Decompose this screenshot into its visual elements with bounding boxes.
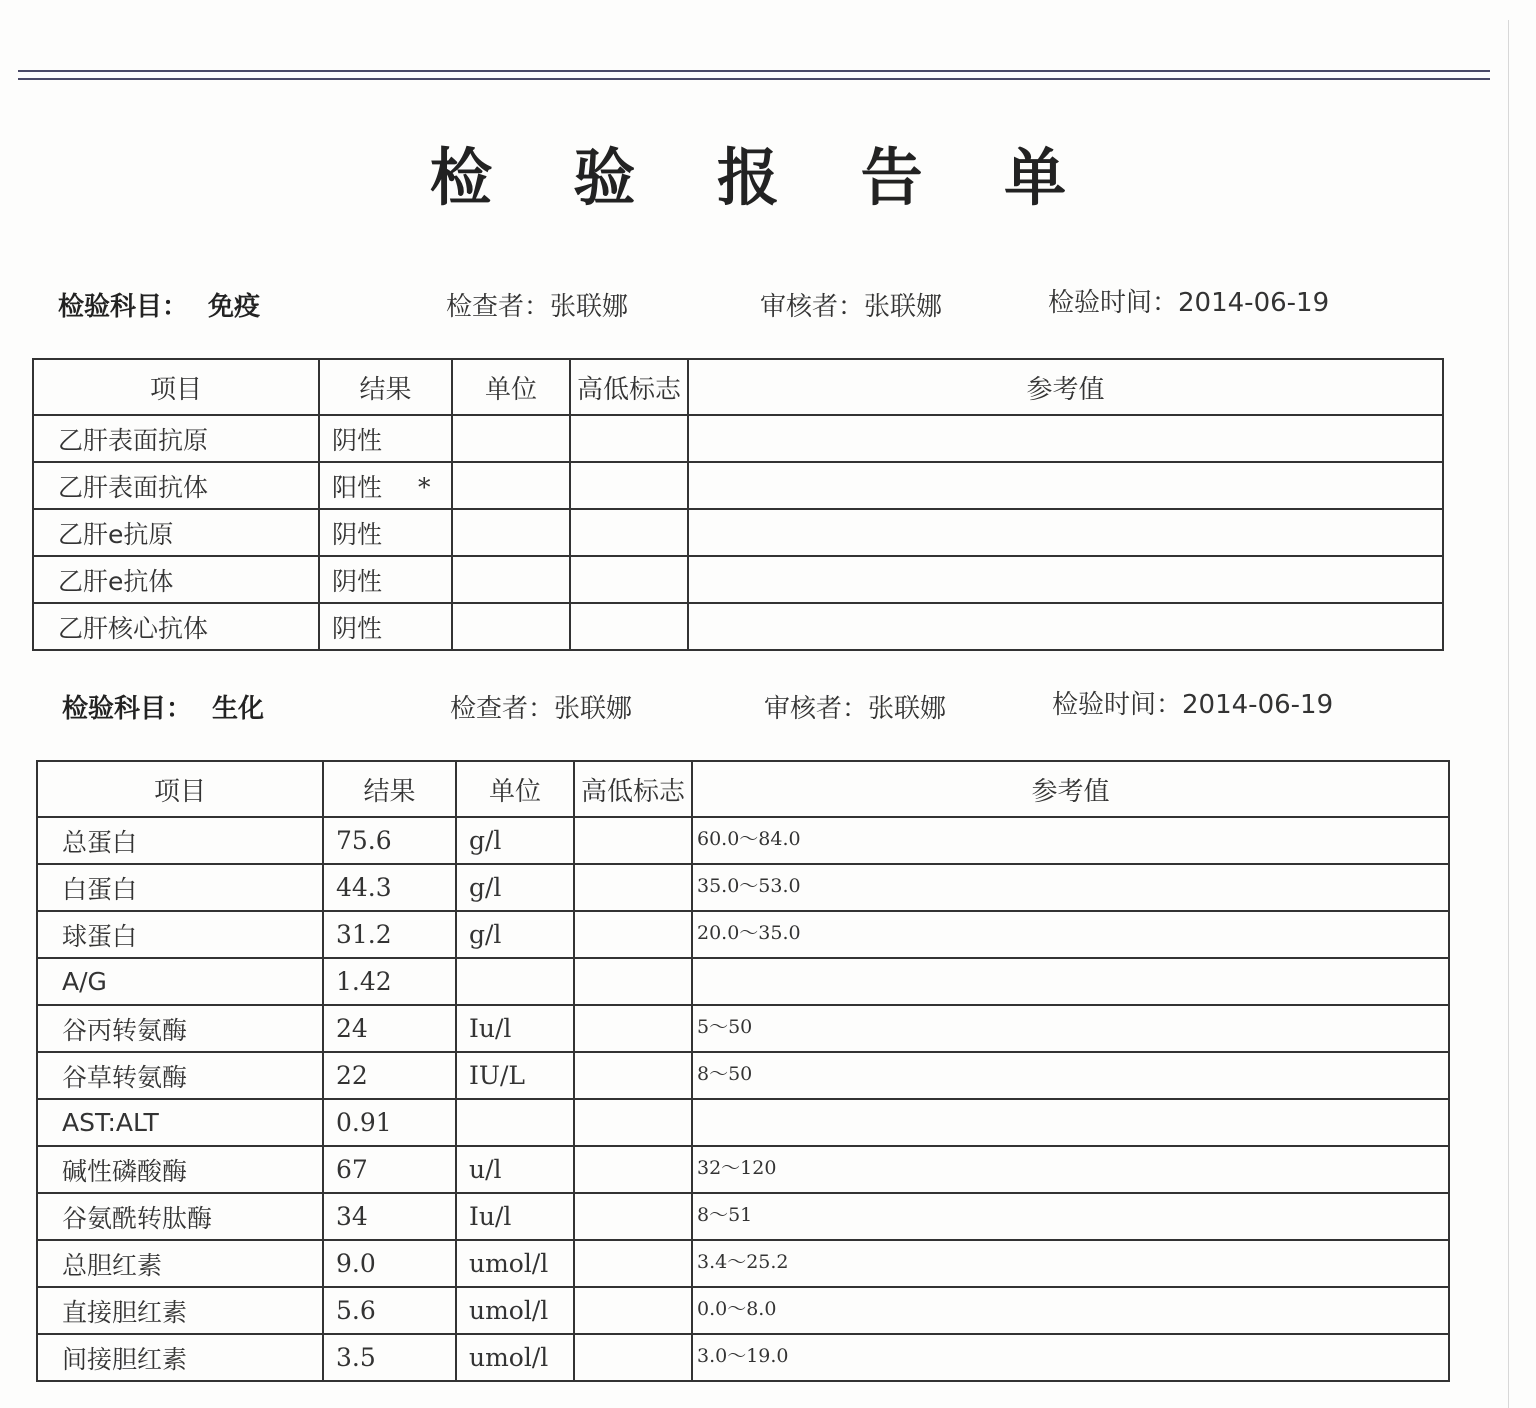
subject-value: 生化 (212, 694, 265, 724)
item-cell: 谷丙转氨酶 (37, 1005, 323, 1052)
table-row (37, 958, 1449, 1005)
table-row (37, 864, 1449, 911)
result-cell: 1.42 (323, 958, 456, 1005)
table-row (33, 556, 1443, 603)
table-row (37, 1005, 1449, 1052)
unit-cell (452, 556, 570, 603)
examiner-label: 检查者： (450, 694, 555, 724)
result-value: 阴性 (332, 566, 383, 596)
subject-label: 检验科目： (58, 292, 189, 322)
table-row (37, 1052, 1449, 1099)
ref-cell: 60.0～84.0 (692, 817, 1449, 864)
table-row (33, 462, 1443, 509)
header-result: 结果 (323, 761, 456, 817)
reviewer-value: 张联娜 (864, 292, 943, 322)
table-header-row (33, 359, 1443, 415)
header-unit: 单位 (452, 359, 570, 415)
unit-cell: u/l (456, 1146, 574, 1193)
reviewer-label: 审核者： (764, 694, 869, 724)
ref-cell (688, 509, 1443, 556)
result-cell: 5.6 (323, 1287, 456, 1334)
ref-cell: 35.0～53.0 (692, 864, 1449, 911)
result-value: 阳性 (332, 472, 383, 502)
top-rule (18, 70, 1490, 72)
item-cell: 乙肝e抗原 (33, 509, 319, 556)
flag-cell (574, 911, 692, 958)
item-cell: 乙肝核心抗体 (33, 603, 319, 650)
result-cell: 31.2 (323, 911, 456, 958)
unit-cell: Iu/l (456, 1005, 574, 1052)
ref-cell: 8～51 (692, 1193, 1449, 1240)
unit-cell (452, 603, 570, 650)
item-cell: AST:ALT (37, 1099, 323, 1146)
flag-cell (570, 462, 688, 509)
unit-cell (456, 1099, 574, 1146)
table-row (37, 1099, 1449, 1146)
item-cell: 谷草转氨酶 (37, 1052, 323, 1099)
flag-cell (574, 958, 692, 1005)
item-cell: 谷氨酰转肽酶 (37, 1193, 323, 1240)
ref-cell: 5～50 (692, 1005, 1449, 1052)
abnormal-mark: * (418, 472, 431, 502)
unit-cell: g/l (456, 817, 574, 864)
ref-cell: 8～50 (692, 1052, 1449, 1099)
ref-cell (688, 603, 1443, 650)
section-1-time (1048, 282, 1329, 319)
header-unit: 单位 (456, 761, 574, 817)
examiner-label: 检查者： (446, 292, 551, 322)
section-2-subject (62, 688, 264, 725)
unit-cell (456, 958, 574, 1005)
header-flag: 高低标志 (570, 359, 688, 415)
item-cell: 乙肝e抗体 (33, 556, 319, 603)
item-cell: 总蛋白 (37, 817, 323, 864)
flag-cell (570, 603, 688, 650)
result-cell: 67 (323, 1146, 456, 1193)
header-item: 项目 (37, 761, 323, 817)
flag-cell (574, 1240, 692, 1287)
result-cell: 34 (323, 1193, 456, 1240)
reviewer-value: 张联娜 (868, 694, 947, 724)
result-cell (319, 556, 452, 603)
result-cell: 75.6 (323, 817, 456, 864)
ref-cell: 0.0～8.0 (692, 1287, 1449, 1334)
time-value: 2014-06-19 (1182, 690, 1334, 720)
flag-cell (574, 1287, 692, 1334)
unit-cell (452, 509, 570, 556)
item-cell: 总胆红素 (37, 1240, 323, 1287)
result-value: 阴性 (332, 425, 383, 455)
unit-cell: Iu/l (456, 1193, 574, 1240)
item-cell: 乙肝表面抗原 (33, 415, 319, 462)
flag-cell (570, 415, 688, 462)
paper-edge (1508, 20, 1509, 1408)
biochemistry-table (36, 760, 1450, 1382)
section-1-examiner (446, 286, 628, 323)
header-flag: 高低标志 (574, 761, 692, 817)
ref-cell: 3.4～25.2 (692, 1240, 1449, 1287)
ref-cell (688, 556, 1443, 603)
ref-cell (688, 415, 1443, 462)
unit-cell: umol/l (456, 1240, 574, 1287)
time-label: 检验时间： (1052, 690, 1183, 720)
table-header-row (37, 761, 1449, 817)
unit-cell: IU/L (456, 1052, 574, 1099)
flag-cell (574, 1146, 692, 1193)
flag-cell (570, 556, 688, 603)
table-row (37, 1193, 1449, 1240)
flag-cell (574, 864, 692, 911)
header-result: 结果 (319, 359, 452, 415)
unit-cell: g/l (456, 864, 574, 911)
reviewer-label: 审核者： (760, 292, 865, 322)
flag-cell (574, 1099, 692, 1146)
table-row (33, 509, 1443, 556)
result-cell: 24 (323, 1005, 456, 1052)
examiner-value: 张联娜 (554, 694, 633, 724)
unit-cell: umol/l (456, 1334, 574, 1381)
item-cell: 白蛋白 (37, 864, 323, 911)
item-cell: 球蛋白 (37, 911, 323, 958)
ref-cell (688, 462, 1443, 509)
time-label: 检验时间： (1048, 288, 1179, 318)
ref-cell: 32～120 (692, 1146, 1449, 1193)
section-2-time (1052, 684, 1333, 721)
item-cell: 碱性磷酸酶 (37, 1146, 323, 1193)
section-1-reviewer (760, 286, 942, 323)
result-cell (319, 415, 452, 462)
ref-cell: 3.0～19.0 (692, 1334, 1449, 1381)
flag-cell (574, 817, 692, 864)
table-row (37, 1146, 1449, 1193)
examiner-value: 张联娜 (550, 292, 629, 322)
ref-cell (692, 1099, 1449, 1146)
flag-cell (574, 1005, 692, 1052)
unit-cell (452, 415, 570, 462)
item-cell: 乙肝表面抗体 (33, 462, 319, 509)
unit-cell: g/l (456, 911, 574, 958)
table-row (37, 1240, 1449, 1287)
result-cell (319, 603, 452, 650)
table-row (33, 415, 1443, 462)
table-row (37, 817, 1449, 864)
section-1-subject (58, 286, 260, 323)
unit-cell: umol/l (456, 1287, 574, 1334)
report-title: 检 验 报 告 单 (429, 141, 1097, 214)
result-cell: 9.0 (323, 1240, 456, 1287)
item-cell: 直接胆红素 (37, 1287, 323, 1334)
flag-cell (574, 1193, 692, 1240)
result-cell (319, 509, 452, 556)
section-2-examiner (450, 688, 632, 725)
result-value: 阴性 (332, 613, 383, 643)
result-cell (319, 462, 452, 509)
header-item: 项目 (33, 359, 319, 415)
flag-cell (570, 509, 688, 556)
result-cell: 22 (323, 1052, 456, 1099)
flag-cell (574, 1334, 692, 1381)
header-ref: 参考值 (692, 761, 1449, 817)
result-cell: 0.91 (323, 1099, 456, 1146)
flag-cell (574, 1052, 692, 1099)
result-cell: 44.3 (323, 864, 456, 911)
section-2-reviewer (764, 688, 946, 725)
time-value: 2014-06-19 (1178, 288, 1330, 318)
immunology-table (32, 358, 1444, 651)
item-cell: A/G (37, 958, 323, 1005)
subject-label: 检验科目： (62, 694, 193, 724)
table-row (37, 911, 1449, 958)
unit-cell (452, 462, 570, 509)
top-rule-double (18, 78, 1490, 80)
header-ref: 参考值 (688, 359, 1443, 415)
ref-cell (692, 958, 1449, 1005)
result-cell: 3.5 (323, 1334, 456, 1381)
item-cell: 间接胆红素 (37, 1334, 323, 1381)
table-row (33, 603, 1443, 650)
ref-cell: 20.0～35.0 (692, 911, 1449, 958)
result-value: 阴性 (332, 519, 383, 549)
table-row (37, 1334, 1449, 1381)
table-row (37, 1287, 1449, 1334)
subject-value: 免疫 (208, 292, 261, 322)
